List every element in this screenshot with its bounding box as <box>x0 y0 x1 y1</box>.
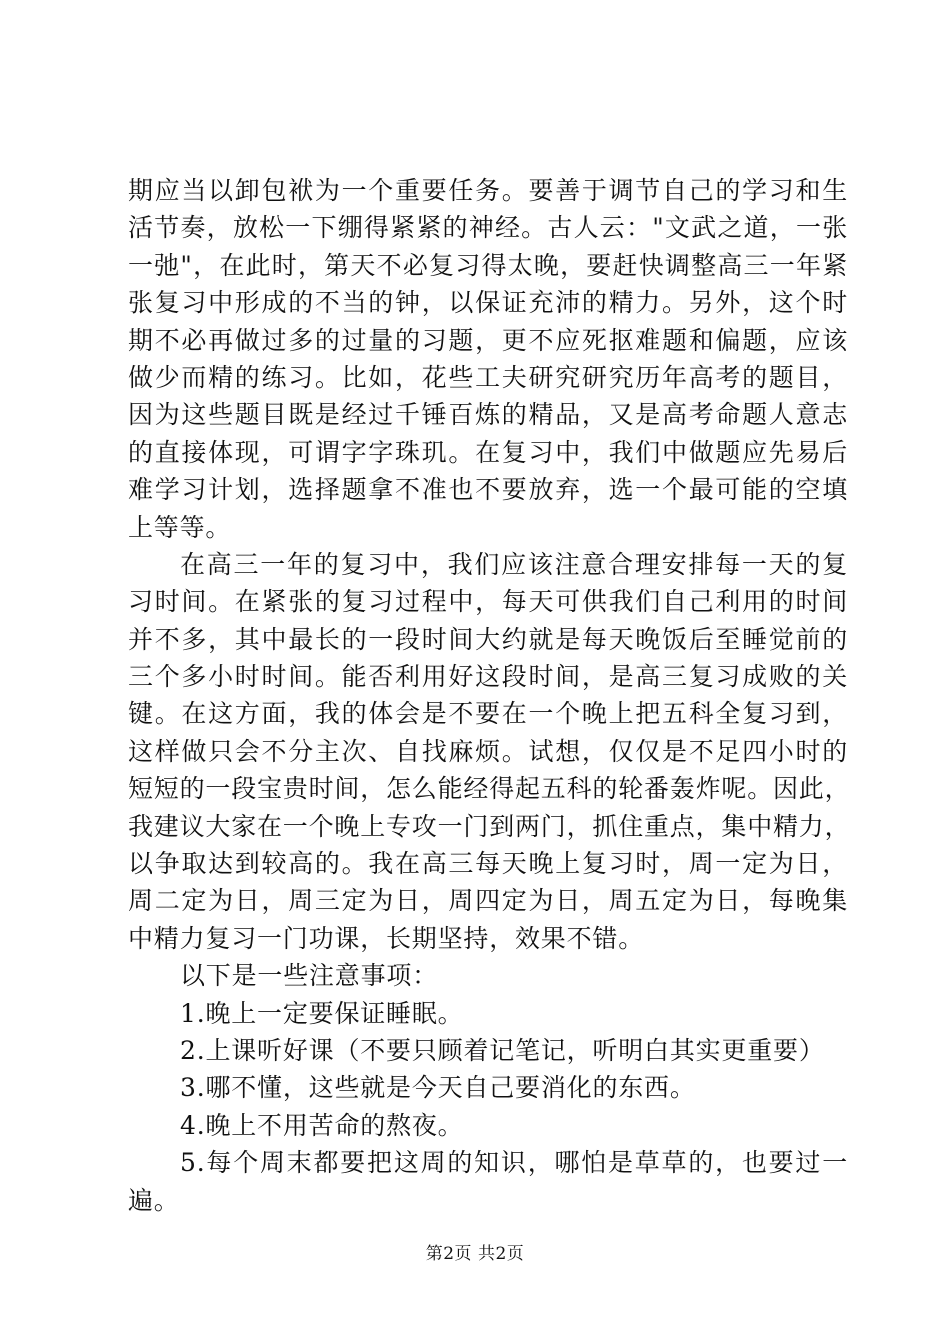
text-line: 5.每个周末都要把这周的知识，哪怕是草草的，也要过一 <box>180 1148 848 1178</box>
text-line: 1.晚上一定要保证睡眠。 <box>180 998 464 1028</box>
paragraph <box>128 1069 848 1106</box>
text-line: 键。在这方面，我的体会是不要在一个晚上把五科全复习到， <box>128 699 848 729</box>
text-line: 2.上课听好课（不要只顾着记笔记，听明白其实更重要） <box>180 1035 825 1065</box>
text-line: 并不多，其中最长的一段时间大约就是每天晚饭后至睡觉前的 <box>128 624 848 654</box>
text-line: 习时间。在紧张的复习过程中，每天可供我们自己利用的时间 <box>128 587 848 617</box>
text-line: 我建议大家在一个晚上专攻一门到两门，抓住重点，集中精力， <box>128 811 851 841</box>
body-text <box>128 172 851 1219</box>
paragraph <box>128 957 848 994</box>
text-line: 张复习中形成的不当的钟，以保证充沛的精力。另外，这个时 <box>128 288 848 318</box>
text-line: 活节奏，放松一下绷得紧紧的神经。古人云："文武之道，一张 <box>128 213 848 243</box>
text-line: 做少而精的练习。比如，花些工夫研究研究历年高考的题目， <box>128 362 848 392</box>
text-line: 上等等。 <box>128 512 232 542</box>
page-footer: 第2页 共2页 <box>425 1244 525 1264</box>
text-line: 难学习计划，选择题拿不准也不要放弃，选一个最可能的空填 <box>128 475 848 505</box>
text-line: 的直接体现，可谓字字珠玑。在复习中，我们中做题应先易后 <box>128 437 848 467</box>
paragraph <box>128 1144 848 1219</box>
text-line: 三个多小时时间。能否利用好这段时间，是高三复习成败的关 <box>128 662 848 692</box>
text-line: 期不必再做过多的过量的习题，更不应死抠难题和偏题，应该 <box>128 325 848 355</box>
text-line: 因为这些题目既是经过千锤百炼的精品，又是高考命题人意志 <box>128 400 848 430</box>
paragraph <box>128 546 851 957</box>
text-line: 遍。 <box>128 1185 180 1215</box>
paragraph <box>128 995 848 1032</box>
paragraph <box>128 1032 848 1069</box>
text-line: 以下是一些注意事项： <box>180 961 439 991</box>
text-line: 短短的一段宝贵时间，怎么能经得起五科的轮番轰炸呢。因此， <box>128 774 851 804</box>
paragraph <box>128 172 848 546</box>
text-line: 一弛"，在此时，第天不必复习得太晚，要赶快调整高三一年紧 <box>128 250 848 280</box>
text-line: 期应当以卸包袱为一个重要任务。要善于调节自己的学习和生 <box>128 176 848 205</box>
text-line: 4.晚上不用苦命的熬夜。 <box>180 1110 464 1140</box>
text-line: 这样做只会不分主次、自找麻烦。试想，仅仅是不足四小时的 <box>128 736 848 766</box>
text-line: 在高三一年的复习中，我们应该注意合理安排每一天的复 <box>180 549 848 579</box>
text-line: 3.哪不懂，这些就是今天自己要消化的东西。 <box>180 1073 696 1103</box>
paragraph <box>128 1107 848 1144</box>
text-line: 中精力复习一门功课，长期坚持，效果不错。 <box>128 923 645 953</box>
text-line: 周二定为日，周三定为日，周四定为日，周五定为日，每晚集 <box>128 886 848 916</box>
text-line: 以争取达到较高的。我在高三每天晚上复习时，周一定为日， <box>128 849 848 879</box>
